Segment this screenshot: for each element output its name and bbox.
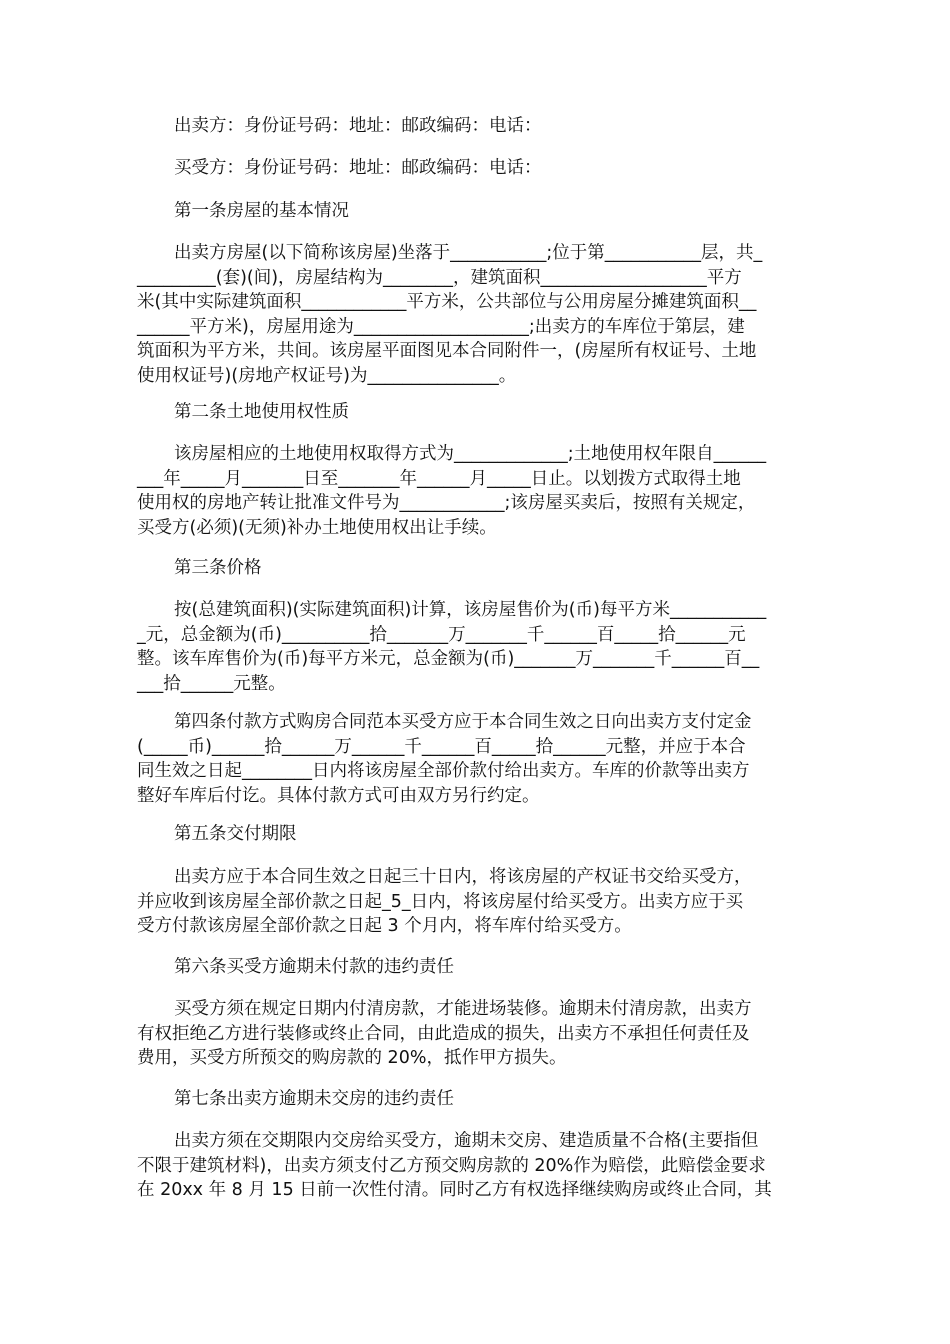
text-line: 出卖方须在交期限内交房给买受方，逾期未交房、建造质量不合格(主要指但 (174, 1131, 759, 1151)
text-line: ___拾______元整。 (137, 673, 286, 694)
article-7-body (137, 1129, 813, 1203)
article-5-body (137, 865, 813, 939)
text-line: 第四条付款方式购房合同范本买受方应于本合同生效之日向出卖方支付定金 (174, 712, 752, 732)
heading-text: 第一条房屋的基本情况 (174, 201, 349, 221)
text-line: ______平方米)，房屋用途为____________________;出卖方的车库位于第层，建 (137, 316, 745, 337)
text-line: 费用，买受方所预交的购房款的 20%，抵作甲方损失。 (137, 1048, 567, 1068)
text-line: _元，总金额为(币)__________拾_______万_______千______百_____拾______元 (137, 624, 746, 645)
text-line: 出卖方房屋(以下简称该房屋)坐落于___________;位于第___________层，共_ (174, 243, 763, 263)
text-line: (_____币)______拾______万______千______百_____拾______元整，并应于本合 (137, 736, 746, 757)
text-line: 出卖方：身份证号码：地址：邮政编码：电话： (174, 116, 542, 136)
heading-text: 第三条价格 (174, 558, 262, 578)
heading-text: 第二条土地使用权性质 (174, 402, 349, 422)
article-6-body (137, 997, 813, 1071)
text-line: 整。该车库售价为(币)每平方米元，总金额为(币)_______万_______千______百__ (137, 649, 760, 669)
article-5-heading (137, 822, 813, 847)
text-line: 整好车库后付讫。具体付款方式可由双方另行约定。 (137, 785, 540, 806)
text-line: _________(套)(间)，房屋结构为________，建筑面积___________________平方 (137, 267, 742, 288)
buyer-info (137, 156, 813, 181)
article-3-heading (137, 556, 813, 581)
text-line: 不限于建筑材料)，出卖方须支付乙方预交购房款的 20%作为赔偿，此赔偿金要求 (137, 1155, 766, 1176)
heading-text: 第五条交付期限 (174, 824, 297, 844)
text-line: 买受方：身份证号码：地址：邮政编码：电话： (174, 158, 542, 178)
text-line: 使用权的房地产转让批准文件号为____________;该房屋买卖后，按照有关规定， (137, 493, 756, 513)
article-4-body (137, 710, 813, 808)
heading-text: 第七条出卖方逾期未交房的违约责任 (174, 1089, 454, 1109)
text-line: 有权拒绝乙方进行装修或终止合同，由此造成的损失，出卖方不承担任何责任及 (137, 1023, 750, 1044)
text-line: 买受方须在规定日期内付清房款，才能进场装修。逾期未付清房款，出卖方 (174, 999, 752, 1019)
article-2-heading (137, 400, 813, 425)
text-line: 筑面积为平方米，共间。该房屋平面图见本合同附件一，(房屋所有权证号、土地 (137, 341, 757, 361)
text-line: 该房屋相应的土地使用权取得方式为_____________;土地使用权年限自______ (174, 444, 767, 464)
heading-text: 第六条买受方逾期未付款的违约责任 (174, 957, 454, 977)
text-line: 并应收到该房屋全部价款之日起_5_日内，将该房屋付给买受方。出卖方应于买 (137, 891, 744, 912)
text-line: 使用权证号)(房地产权证号)为_______________。 (137, 365, 517, 386)
article-3-body (137, 598, 813, 696)
text-line: 出卖方应于本合同生效之日起三十日内，将该房屋的产权证书交给买受方， (174, 867, 752, 887)
article-1-body (137, 241, 813, 388)
text-line: ___年_____月_______日至_______年______月_____日止。以划拨方式取得土地 (137, 468, 741, 489)
text-line: 受方付款该房屋全部价款之日起 3 个月内，将车库付给买受方。 (137, 916, 632, 936)
text-line: 买受方(必须)(无须)补办土地使用权出让手续。 (137, 517, 497, 538)
seller-info (137, 114, 813, 139)
article-1-heading (137, 199, 813, 224)
text-line: 米(其中实际建筑面积____________平方米，公共部位与公用房屋分摊建筑面积__ (137, 292, 757, 312)
article-6-heading (137, 955, 813, 980)
text-line: 同生效之日起________日内将该房屋全部价款付给出卖方。车库的价款等出卖方 (137, 761, 750, 781)
article-2-body (137, 442, 813, 540)
article-7-heading (137, 1087, 813, 1112)
text-line: 按(总建筑面积)(实际建筑面积)计算，该房屋售价为(币)每平方米___________ (174, 600, 767, 620)
text-line: 在 20xx 年 8 月 15 日前一次性付清。同时乙方有权选择继续购房或终止合同，其 (137, 1180, 772, 1200)
